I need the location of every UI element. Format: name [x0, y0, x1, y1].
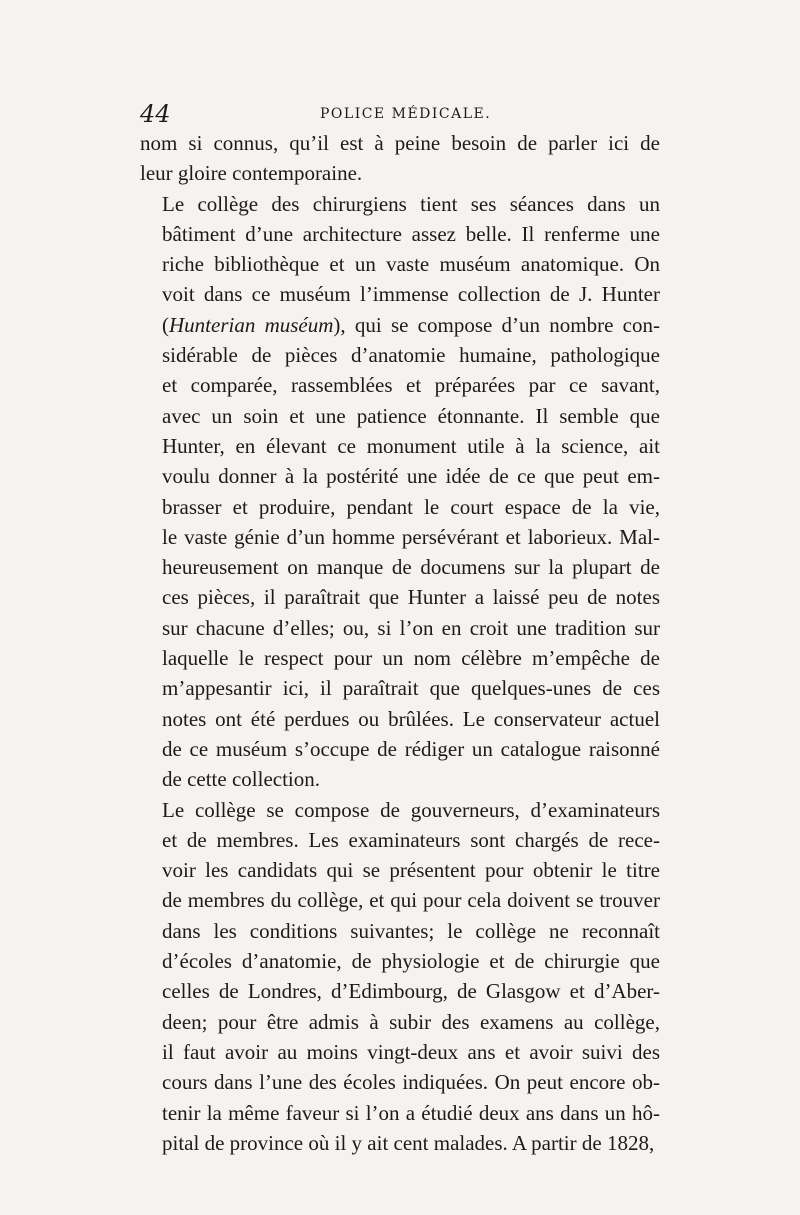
body-text [140, 128, 660, 1158]
page-header [140, 98, 660, 130]
page-number: 44 [140, 100, 171, 128]
text-line: et comparée, rassemblées et préparées par ce savant, [162, 373, 660, 398]
text-line: sidérable de pièces d’anatomie humaine, pathologique [162, 343, 660, 368]
text-line: laquelle le respect pour un nom célèbre m’empêche de [162, 646, 660, 671]
text-line: voir les candidats qui se présentent pour obtenir le titre [162, 858, 660, 883]
text-line: et de membres. Les examinateurs sont chargés de rece- [162, 827, 660, 852]
text-line: d’écoles d’anatomie, de physiologie et de chirurgie que [162, 949, 660, 974]
text-line: voulu donner à la postérité une idée de ce que peut em- [162, 464, 660, 489]
text-line: m’appesantir ici, il paraîtrait que quelques-unes de ces [162, 676, 660, 701]
text-line: pital de province où il y ait cent malades. A partir de 1828, [162, 1130, 655, 1155]
text-line: ces pièces, il paraîtrait que Hunter a laissé peu de notes [162, 585, 660, 610]
text-line: voit dans ce muséum l’immense collection de J. Hunter [162, 282, 660, 307]
text-line: riche bibliothèque et un vaste muséum anatomique. On [162, 252, 660, 277]
text-line: tenir la même faveur si l’on a étudié deux ans dans un hô- [162, 1100, 660, 1125]
text-line: leur gloire contemporaine. [140, 161, 363, 186]
text-line: heureusement on manque de documens sur la plupart de [162, 555, 660, 580]
text-line: de cette collection. [162, 767, 321, 792]
text-line: deen; pour être admis à subir des examens au collège, [162, 1009, 660, 1034]
text-line: (Hunterian muséum), qui se compose d’un nombre con- [162, 312, 660, 337]
text-line: avec un soin et une patience étonnante. Il semble que [162, 403, 660, 428]
text-line: dans les conditions suivantes; le collège ne reconnaît [162, 918, 660, 943]
text-line: notes ont été perdues ou brûlées. Le conservateur actuel [162, 706, 660, 731]
text-line: le vaste génie d’un homme persévérant et laborieux. Mal- [162, 524, 660, 549]
text-line: sur chacune d’elles; ou, si l’on en croit une tradition sur [162, 615, 660, 640]
text-line: Hunter, en élevant ce monument utile à la science, ait [162, 433, 660, 458]
paragraph [140, 128, 660, 189]
italic-phrase: Hunterian muséum [169, 312, 334, 337]
text-line: celles de Londres, d’Edimbourg, de Glasgow et d’Aber- [162, 979, 660, 1004]
text-line: Le collège se compose de gouverneurs, d’examinateurs [162, 797, 660, 822]
text-line: Le collège des chirurgiens tient ses séances dans un [162, 191, 660, 216]
text-line: bâtiment d’une architecture assez belle. Il renferme une [162, 221, 660, 246]
paragraph [140, 189, 660, 795]
text-line: cours dans l’une des écoles indiquées. On peut encore ob- [162, 1070, 660, 1095]
paragraph [140, 795, 660, 1159]
text-line: de ce muséum s’occupe de rédiger un catalogue raisonné [162, 736, 660, 761]
text-line: il faut avoir au moins vingt-deux ans et avoir suivi des [162, 1039, 660, 1064]
text-line: de membres du collège, et qui pour cela doivent se trouver [162, 888, 660, 913]
running-head: POLICE MÉDICALE. [320, 106, 492, 122]
text-line: nom si connus, qu’il est à peine besoin de parler ici de [140, 131, 660, 155]
text-line: brasser et produire, pendant le court espace de la vie, [162, 494, 660, 519]
